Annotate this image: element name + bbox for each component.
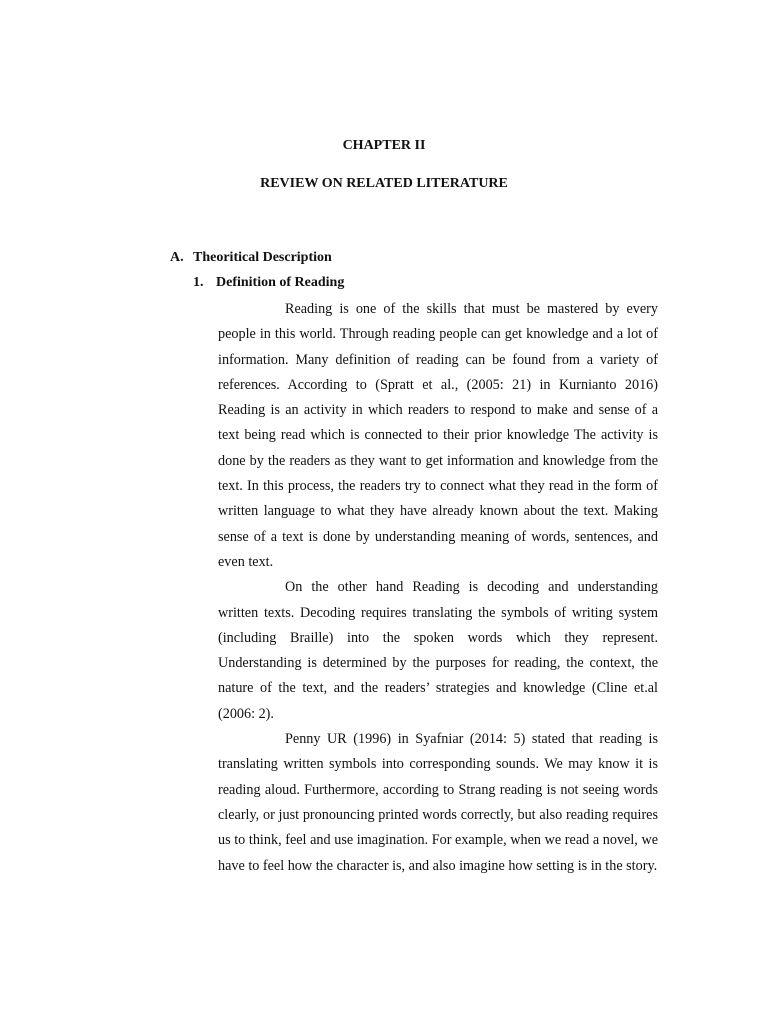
subsection-marker: 1. xyxy=(193,275,204,290)
chapter-title: REVIEW ON RELATED LITERATURE xyxy=(260,176,508,191)
body-text xyxy=(218,297,658,879)
chapter-label: CHAPTER II xyxy=(342,138,426,153)
subsection-title: Definition of Reading xyxy=(216,275,345,290)
section-marker: A. xyxy=(170,250,184,265)
subsection-heading xyxy=(193,275,344,291)
paragraph: Penny UR (1996) in Syafniar (2014: 5) stated that reading is translating written symbols into corresponding sounds. We may know it is reading aloud. Furthermore, according to Strang reading is not seeing words clearly, or just pronouncing printed words correctly, but also reading requires us to think, feel and use imagination. For example, when we read a novel, we have to feel how the character is, and also imagine how setting is in the story. xyxy=(218,731,658,874)
section-heading xyxy=(170,250,332,266)
section-title: Theoritical Description xyxy=(193,250,332,265)
paragraph: Reading is one of the skills that must be mastered by every people in this world. Through reading people can get knowledge and a lot of information. Many definition of reading can be found from a variety of references. According to (Spratt et al., (2005: 21) in Kurnianto 2016) Reading is an activity in which readers to respond to make and sense of a text being read which is connected to their prior knowledge The activity is done by the readers as they want to get information and knowledge from the text. In this process, the readers try to connect what they read in the form of written language to what they have already known about the text. Making sense of a text is done by understanding meaning of words, sentences, and even text. xyxy=(218,301,658,570)
paragraph: On the other hand Reading is decoding and understanding written texts. Decoding requires translating the symbols of writing system (including Braille) into the spoken words which they represent. Understanding is determined by the purposes for reading, the context, the nature of the text, and the readers’ strategies and knowledge (Cline et.al (2006: 2). xyxy=(218,579,658,722)
